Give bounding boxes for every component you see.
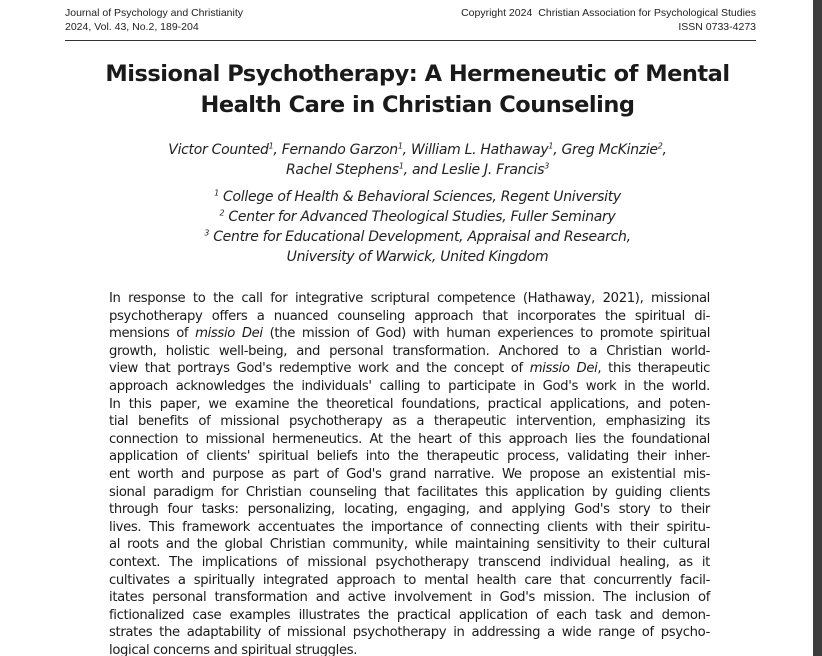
association-name: Christian Association for Psychological Studies <box>538 7 756 19</box>
affiliation <box>80 247 755 267</box>
abstract-line: fictionalized case examples illustrates the practical application of each task and demon- <box>109 607 710 623</box>
author-name: Fernando Garzon <box>281 142 398 158</box>
author-affiliation-marker: 1 <box>398 161 404 171</box>
viewer-scrollbar-edge[interactable] <box>813 0 822 656</box>
abstract-line: ent worth and purpose as part of God's grand narrative. We propose an existential mis- <box>109 466 710 482</box>
abstract-line: growth, holistic well-being, and personal transformation. Anchored to a Christian world- <box>109 343 710 359</box>
issn: ISSN 0733-4273 <box>678 21 756 33</box>
author-name: Leslie J. Francis <box>441 162 545 178</box>
abstract-line: context. The implications of missional psychotherapy transcend individual healing, as it <box>109 554 710 570</box>
abstract-line: In response to the call for integrative scriptural competence (Hathaway, 2021), missional <box>109 291 710 306</box>
author-line-2 <box>80 160 755 180</box>
journal-info <box>65 6 243 34</box>
copyright-text: Copyright 2024 <box>461 7 533 19</box>
author-list <box>80 140 755 180</box>
author-separator: , <box>402 142 411 158</box>
affiliation-text: University of Warwick, United Kingdom <box>286 249 549 265</box>
author-name: Rachel Stephens <box>286 162 399 178</box>
affiliation <box>80 187 755 207</box>
abstract <box>109 290 710 656</box>
author-separator: , <box>662 142 667 158</box>
abstract-line: application of clients' spiritual beliefs into the therapeutic process, validating their inher- <box>109 449 710 465</box>
abstract-line: itates personal transformation and active involvement in God's mission. The inclusion of <box>109 590 710 606</box>
abstract-emphasis: missio Dei <box>529 361 598 377</box>
affiliation-text: College of Health & Behavioral Sciences, Regent University <box>223 189 621 205</box>
author-separator: , <box>273 142 282 158</box>
abstract-line: approach acknowledges the individuals' calling to participate in God's work in the world. <box>109 378 710 394</box>
abstract-line: through four tasks: personalizing, locating, engaging, and applying God's story to their <box>109 502 710 518</box>
abstract-line: In this paper, we examine the theoretical foundations, practical applications, and poten- <box>109 396 710 412</box>
author-name: William L. Hathaway <box>410 142 549 158</box>
abstract-line: sional paradigm for Christian counseling that facilitates this application by guiding clients <box>109 484 710 500</box>
affiliation <box>80 227 755 247</box>
affiliation <box>80 207 755 227</box>
abstract-line: logical concerns and spiritual struggles. <box>109 642 358 656</box>
abstract-line: tial benefits of missional psychotherapy as a therapeutic intervention, emphasizing its <box>109 414 710 430</box>
author-affiliation-marker: 1 <box>268 141 274 151</box>
author-affiliation-marker: 3 <box>544 161 549 171</box>
abstract-line: psychotherapy offers a nuanced counseling approach that incorporates the spiritual di- <box>109 308 710 324</box>
abstract-line: connection to missional hermeneutics. At the heart of this approach lies the foundational <box>109 431 710 447</box>
author-name: Victor Counted <box>168 142 269 158</box>
running-header <box>65 6 756 41</box>
affiliation-list <box>80 187 755 267</box>
affiliation-text: Centre for Educational Development, Appraisal and Research, <box>213 229 631 245</box>
affiliation-text: Center for Advanced Theological Studies, Fuller Seminary <box>228 209 616 225</box>
abstract-text: view that portrays God's redemptive work and the concept of <box>109 361 530 377</box>
affiliation-marker: 2 <box>219 208 225 218</box>
abstract-text: mensions of <box>109 326 196 342</box>
affiliation-marker: 1 <box>214 188 219 198</box>
abstract-text: (the mission of God) with human experiences to promote spiritual <box>262 326 711 342</box>
author-line-1 <box>80 140 755 160</box>
abstract-line: cultivates a spiritually integrated approach to mental health care that concurrently facil- <box>109 572 710 588</box>
abstract-emphasis: missio Dei <box>195 326 263 342</box>
journal-name: Journal of Psychology and Christianity <box>65 7 244 19</box>
abstract-line <box>109 360 710 378</box>
paper-title <box>80 59 755 121</box>
title-line-1: Missional Psychotherapy: A Hermeneutic of Mental <box>105 61 730 87</box>
author-affiliation-marker: 1 <box>548 141 554 151</box>
abstract-text: , this therapeutic <box>597 361 710 377</box>
author-affiliation-marker: 2 <box>657 141 663 151</box>
abstract-line <box>109 325 710 343</box>
copyright-info <box>461 6 756 34</box>
author-separator: , and <box>403 162 442 178</box>
author-separator: , <box>553 142 562 158</box>
author-affiliation-marker: 1 <box>397 141 403 151</box>
abstract-line: lives. This framework accentuates the importance of connecting clients with their spiritu- <box>109 519 710 535</box>
author-name: Greg McKinzie <box>561 142 658 158</box>
abstract-line: strates the adaptability of missional psychotherapy in addressing a wide range of psycho- <box>109 625 710 641</box>
title-line-2: Health Care in Christian Counseling <box>200 92 635 118</box>
journal-volume: 2024, Vol. 43, No.2, 189-204 <box>65 21 199 33</box>
abstract-line: al roots and the global Christian community, while maintaining sensitivity to their cultural <box>109 537 710 553</box>
affiliation-marker: 3 <box>204 228 210 238</box>
